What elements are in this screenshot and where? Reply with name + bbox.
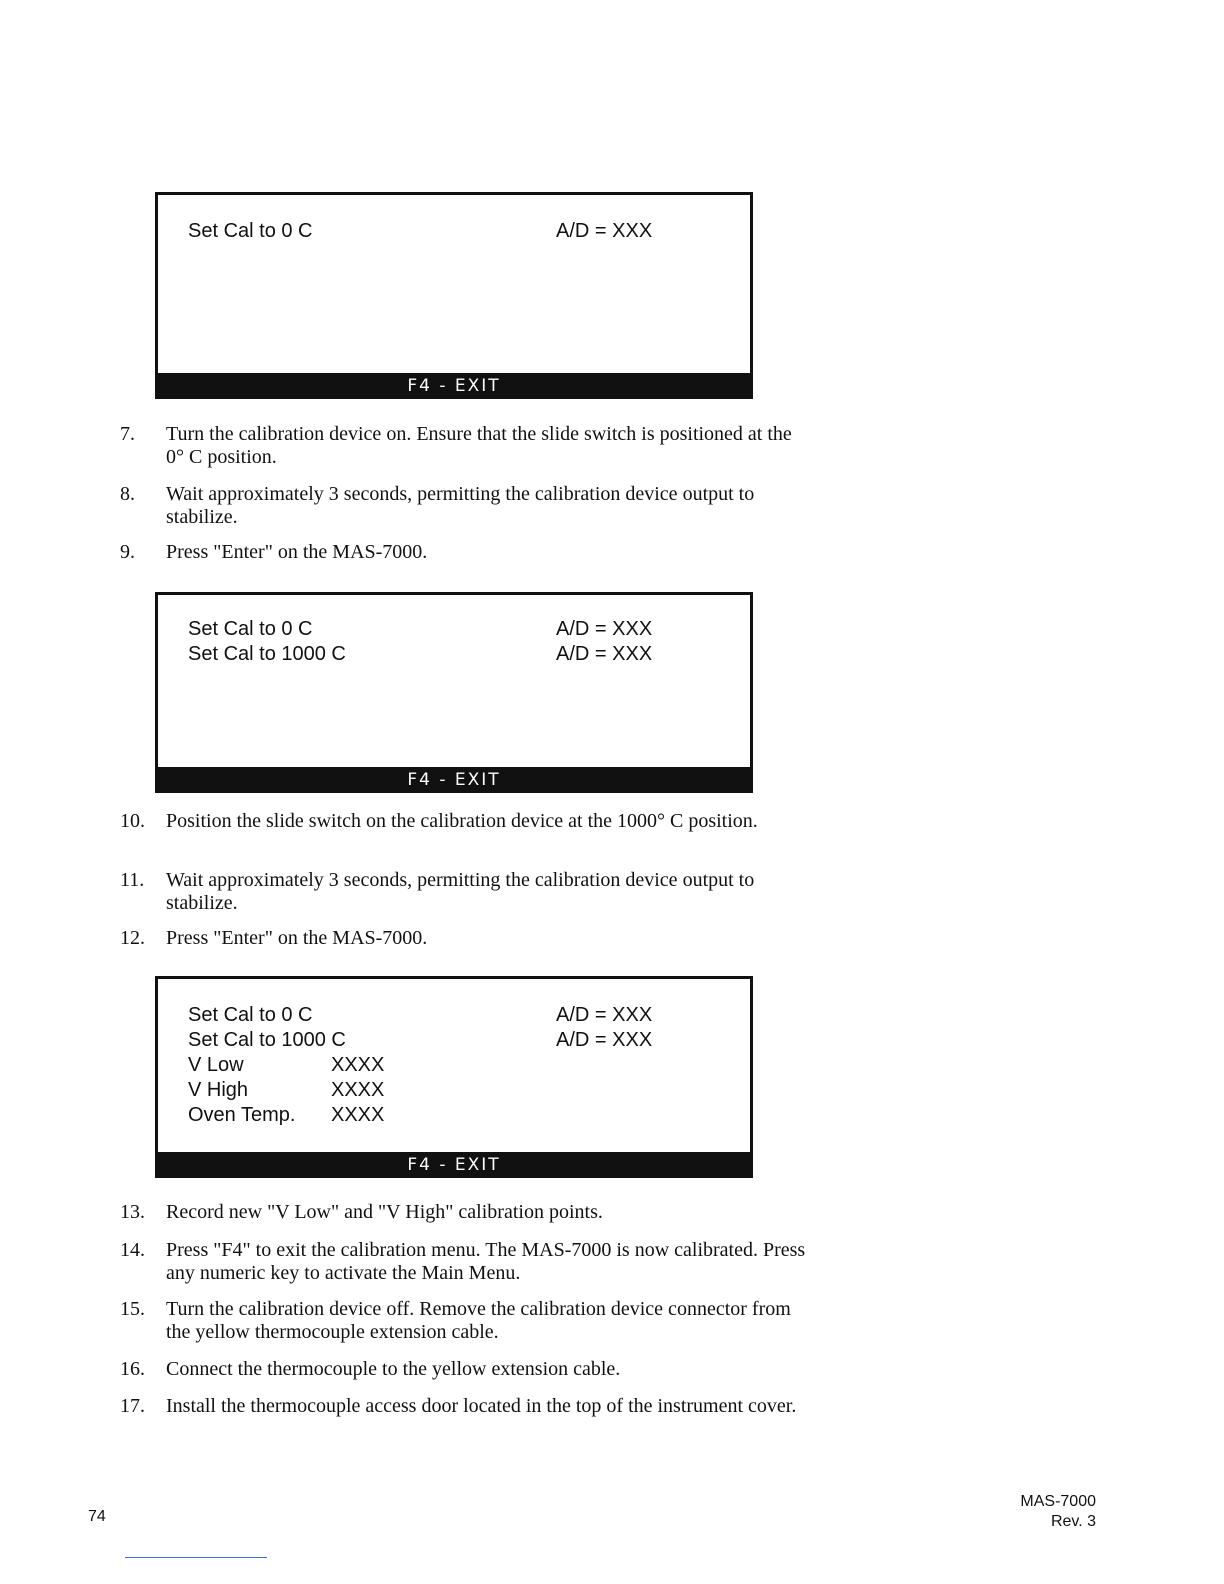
row-label: Set Cal to 0 C (188, 618, 313, 640)
value-label: V Low (188, 1054, 244, 1076)
value-label: Oven Temp. (188, 1104, 296, 1126)
exit-bar: F4 - EXIT (155, 767, 753, 793)
screen-row (188, 219, 313, 244)
step-text: Wait approximately 3 seconds, permitting the calibration device output to stabilize. (166, 869, 755, 914)
screen-row (188, 642, 346, 667)
step-text: Connect the thermocouple to the yellow extension cable. (166, 1358, 621, 1380)
screen-row (188, 1028, 346, 1053)
row-label: Set Cal to 1000 C (188, 643, 346, 665)
row-label: Set Cal to 0 C (188, 220, 313, 242)
row-label: Set Cal to 1000 C (188, 1029, 346, 1051)
display-screen-3 (155, 976, 753, 1178)
screen-row (188, 617, 313, 642)
value-row (188, 1053, 384, 1078)
exit-bar: F4 - EXIT (155, 1152, 753, 1178)
step-text: Press "Enter" on the MAS-7000. (166, 927, 428, 949)
display-screen-2 (155, 592, 753, 793)
value-reading: XXXX (331, 1054, 385, 1076)
value-label: V High (188, 1079, 249, 1101)
ad-readout: A/D = XXX (556, 1029, 653, 1051)
step-number: 11. (120, 869, 145, 891)
screen-row (188, 1003, 313, 1028)
step-number: 16. (120, 1358, 145, 1380)
step-number: 15. (120, 1298, 145, 1320)
step-number: 8. (120, 483, 135, 505)
step-text: Press "F4" to exit the calibration menu. The MAS-7000 is now calibrated. Press any numeric key to activate the Main Menu. (166, 1239, 806, 1284)
step-number: 13. (120, 1201, 145, 1223)
step-text: Turn the calibration device off. Remove the calibration device connector from the yellow thermocouple extension cable. (166, 1298, 791, 1343)
step-text: Install the thermocouple access door located in the top of the instrument cover. (166, 1395, 797, 1417)
ad-readout: A/D = XXX (556, 618, 653, 640)
step-text: Wait approximately 3 seconds, permitting the calibration device output to stabilize. (166, 483, 755, 528)
step-number: 7. (120, 423, 135, 445)
step-number: 14. (120, 1239, 145, 1261)
footer-rule (125, 1557, 267, 1558)
step-number: 17. (120, 1395, 145, 1417)
ad-readout: A/D = XXX (556, 1004, 653, 1026)
doc-revision: Rev. 3 (1050, 1513, 1096, 1530)
step-text: Press "Enter" on the MAS-7000. (166, 541, 428, 563)
step-text: Record new "V Low" and "V High" calibration points. (166, 1201, 603, 1223)
step-text: Position the slide switch on the calibration device at the 1000° C position. (166, 810, 758, 832)
exit-bar: F4 - EXIT (155, 373, 753, 399)
step-text: Turn the calibration device on. Ensure that the slide switch is positioned at the 0° C position. (166, 423, 792, 468)
page-number: 74 (88, 1508, 106, 1525)
row-label: Set Cal to 0 C (188, 1004, 313, 1026)
step-number: 10. (120, 810, 145, 832)
value-reading: XXXX (331, 1104, 385, 1126)
value-row (188, 1078, 384, 1103)
ad-readout: A/D = XXX (556, 643, 653, 665)
step-number: 12. (120, 927, 145, 949)
step-number: 9. (120, 541, 135, 563)
display-screen-1 (155, 192, 753, 399)
value-reading: XXXX (331, 1079, 385, 1101)
doc-name: MAS-7000 (1020, 1493, 1096, 1510)
ad-readout: A/D = XXX (556, 220, 653, 242)
value-row (188, 1103, 384, 1128)
